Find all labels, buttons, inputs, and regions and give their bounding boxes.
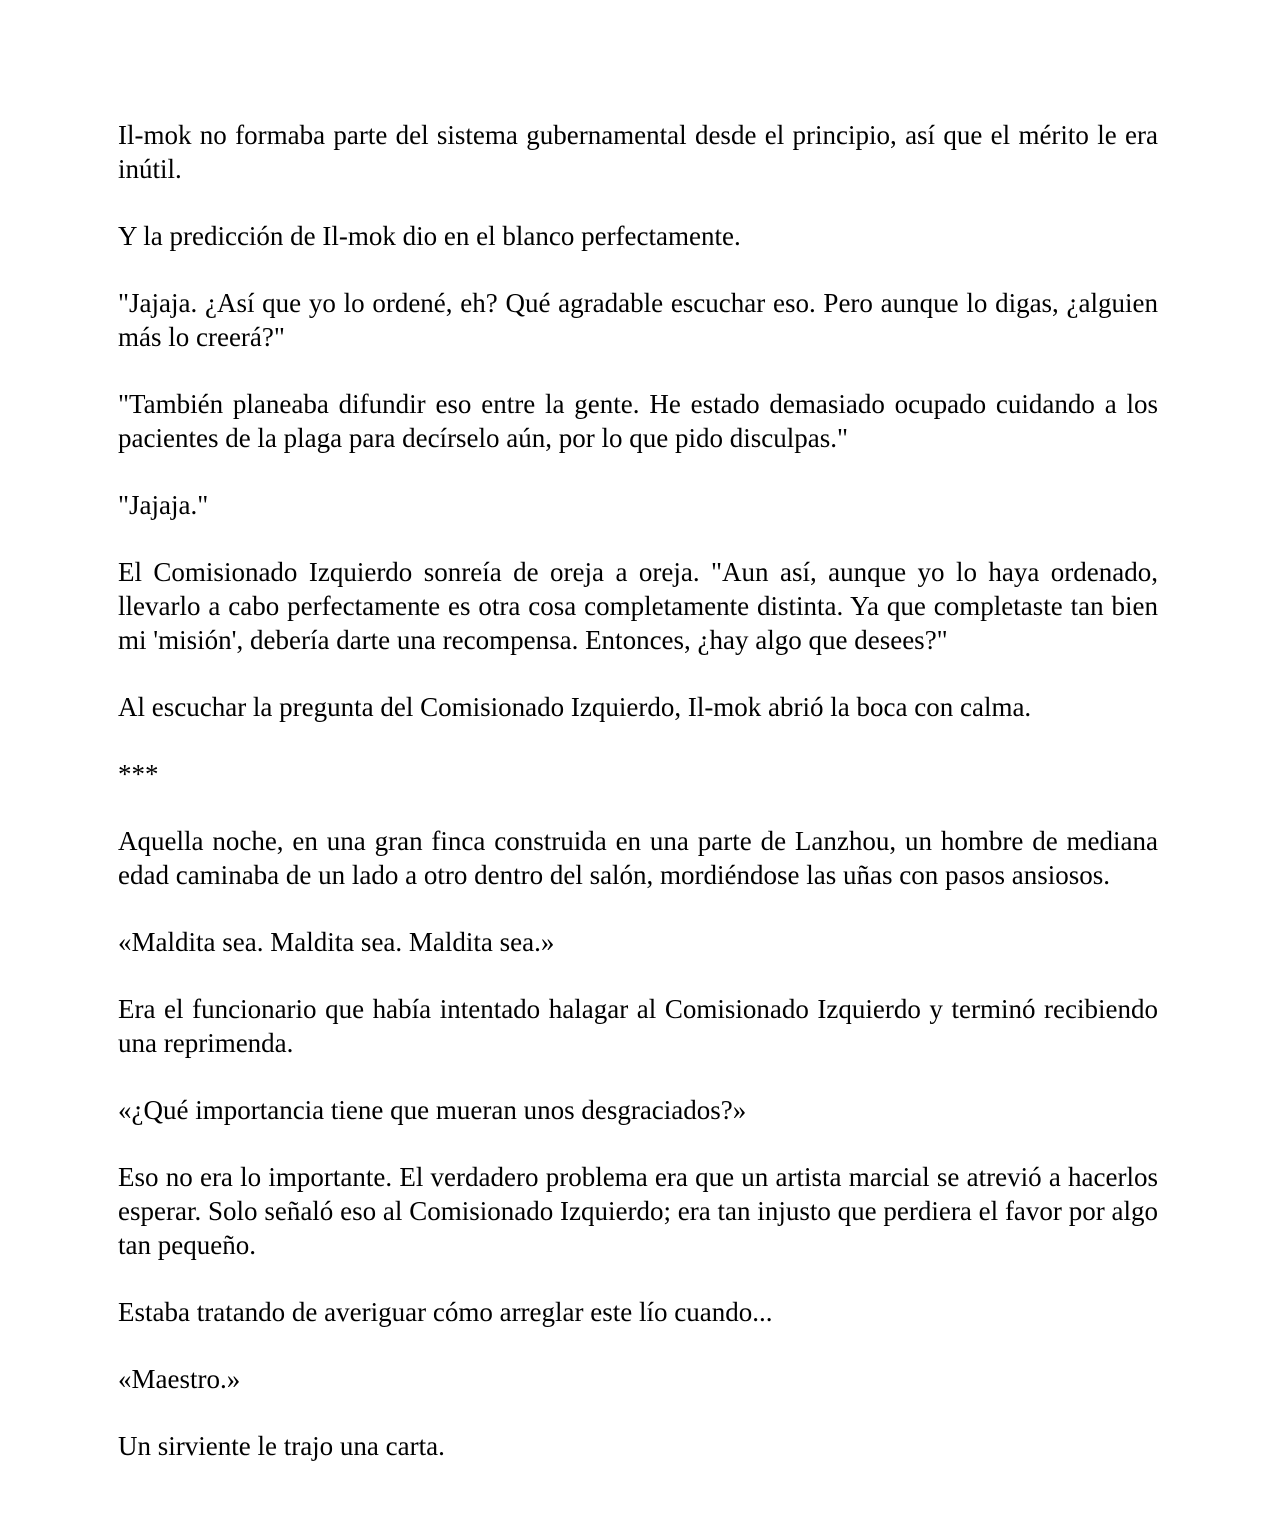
paragraph: "Jajaja. ¿Así que yo lo ordené, eh? Qué agradable escuchar eso. Pero aunque lo digas, ¿alguien más lo creerá?"	[118, 288, 1158, 352]
paragraph: «¿Qué importancia tiene que mueran unos desgraciados?»	[118, 1095, 747, 1125]
paragraph: Y la predicción de Il-mok dio en el blanco perfectamente.	[118, 221, 741, 251]
paragraph: "También planeaba difundir eso entre la gente. He estado demasiado ocupado cuidando a los pacientes de la plaga para decírselo aún, por lo que pido disculpas."	[118, 389, 1158, 453]
paragraph: Aquella noche, en una gran finca construida en una parte de Lanzhou, un hombre de mediana edad caminaba de un lado a otro dentro del salón, mordiéndose las uñas con pasos ansiosos.	[118, 826, 1158, 890]
document-page	[118, 118, 1158, 1496]
paragraph: Un sirviente le trajo una carta.	[118, 1431, 445, 1461]
paragraph: Eso no era lo importante. El verdadero problema era que un artista marcial se atrevió a hacerlos esperar. Solo señaló eso al Comisionado Izquierdo; era tan injusto que perdiera el favor por algo tan pequeño.	[118, 1162, 1158, 1260]
paragraph: «Maldita sea. Maldita sea. Maldita sea.»	[118, 927, 555, 957]
paragraph: Estaba tratando de averiguar cómo arreglar este lío cuando...	[118, 1297, 773, 1327]
paragraph: "Jajaja."	[118, 490, 209, 520]
paragraph: El Comisionado Izquierdo sonreía de oreja a oreja. "Aun así, aunque yo lo haya ordenado, llevarlo a cabo perfectamente es otra cosa completamente distinta. Ya que completaste tan bien mi 'misión', debería darte una recompensa. Entonces, ¿hay algo que desees?"	[118, 557, 1158, 655]
paragraph: Al escuchar la pregunta del Comisionado Izquierdo, Il-mok abrió la boca con calma.	[118, 692, 1032, 722]
paragraph: «Maestro.»	[118, 1364, 241, 1394]
paragraph: Era el funcionario que había intentado halagar al Comisionado Izquierdo y terminó recibiendo una reprimenda.	[118, 994, 1158, 1058]
scene-break: ***	[118, 759, 159, 789]
paragraph: Il-mok no formaba parte del sistema gubernamental desde el principio, así que el mérito le era inútil.	[118, 120, 1158, 184]
